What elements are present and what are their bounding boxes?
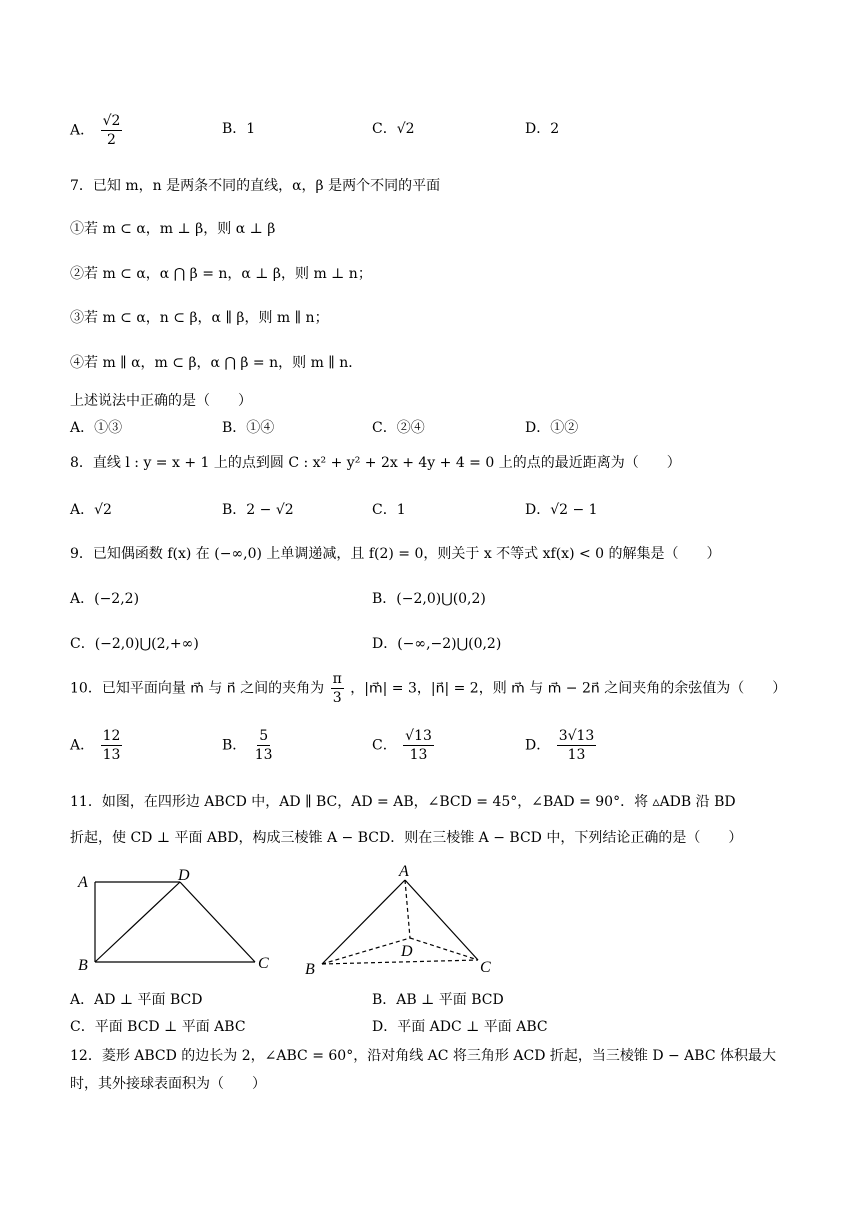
q10-option-a	[70, 727, 124, 764]
option-text: 1	[246, 121, 256, 137]
q11-option-d: D．平面 ADC ⊥ 平面 ABC	[372, 1019, 548, 1035]
q8-option-c: C．1	[372, 502, 406, 518]
denominator: 3	[332, 690, 342, 706]
q11-option-b: B．AB ⊥ 平面 BCD	[372, 992, 504, 1008]
edge-ad-hidden	[405, 880, 410, 938]
q11-option-c: C．平面 BCD ⊥ 平面 ABC	[70, 1019, 246, 1035]
q7-statement-2: ②若 m ⊂ α，α ⋂ β = n，α ⊥ β，则 m ⊥ n；	[70, 266, 372, 282]
q10-option-d	[525, 727, 598, 764]
q8-stem: 8．直线 l : y = x + 1 上的点到圆 C : x² + y² + 2x + 4y + 4 = 0 上的点的最近距离为（ ）	[70, 455, 681, 471]
q6-option-d	[525, 119, 559, 139]
q7-option-d: D．①②	[525, 420, 579, 436]
fraction	[403, 727, 434, 764]
denominator: 13	[567, 747, 586, 763]
q11-figure-quadrilateral	[70, 862, 280, 977]
q7-statement-4: ④若 m ∥ α，m ⊂ β，α ⋂ β = n，则 m ∥ n．	[70, 355, 363, 371]
vertex-label-a: A	[399, 863, 409, 880]
q8-option-b: B．2 − √2	[222, 502, 294, 518]
q10-option-b	[222, 727, 277, 764]
option-label: C．	[372, 121, 397, 137]
vertex-label-d: D	[178, 867, 190, 884]
denominator: 13	[102, 747, 121, 763]
q9-stem: 9．已知偶函数 f(x) 在 (−∞,0) 上单调递减，且 f(2) = 0，则关于 x 不等式 xf(x) < 0 的解集是（ ）	[70, 546, 721, 562]
fraction	[253, 727, 275, 764]
q9-option-c: C．(−2,0)⋃(2,+∞)	[70, 636, 199, 652]
vertex-label-d: D	[401, 943, 413, 960]
numerator: 5	[259, 728, 269, 744]
numerator: 3√13	[558, 728, 595, 744]
option-text: √2	[396, 121, 415, 137]
fraction	[101, 112, 123, 149]
q10-stem-part-b: ，|m⃗| = 3，|n⃗| = 2，则 m⃗ 与 m⃗ − 2n⃗ 之间夹角的余弦值为（ ）	[350, 680, 787, 697]
option-label: D．	[525, 737, 551, 754]
edge-bc-hidden	[322, 960, 478, 964]
numerator: √13	[405, 728, 432, 744]
q10-option-c	[372, 727, 436, 764]
q7-statement-1: ①若 m ⊂ α，m ⊥ β，则 α ⊥ β	[70, 221, 276, 237]
vertex-label-a: A	[78, 874, 88, 891]
q7-statement-3: ③若 m ⊂ α，n ⊂ β，α ∥ β，则 m ∥ n；	[70, 310, 329, 326]
edge-dc	[180, 882, 255, 962]
vertex-label-b: B	[305, 961, 315, 978]
q7-question: 上述说法中正确的是（ ）	[70, 393, 252, 409]
q9-option-b: B．(−2,0)⋃(0,2)	[372, 591, 486, 607]
q6-option-c	[372, 119, 415, 139]
option-label: A．	[70, 737, 95, 754]
option-label: D．	[525, 121, 551, 137]
option-label: B．	[222, 121, 247, 137]
edge-bd	[95, 882, 180, 962]
q8-option-a: A．√2	[70, 502, 112, 518]
q7-option-c: C．②④	[372, 420, 425, 436]
option-label: A．	[70, 122, 95, 139]
option-text: 2	[550, 121, 560, 137]
q9-option-d: D．(−∞,−2)⋃(0,2)	[372, 636, 502, 652]
q7-option-a: A．①③	[70, 420, 123, 436]
fraction	[331, 670, 344, 707]
numerator: π	[332, 671, 342, 687]
q6-option-b	[222, 119, 255, 139]
edge-ac	[405, 880, 478, 960]
option-label: B．	[222, 737, 247, 754]
q8-option-d: D．√2 − 1	[525, 502, 598, 518]
q12-line-2: 时，其外接球表面积为（ ）	[70, 1076, 266, 1092]
vertex-label-b: B	[78, 957, 88, 974]
q11-line-1: 11．如图，在四形边 ABCD 中，AD ∥ BC，AD = AB，∠BCD = 45°，∠BAD = 90°．将 ▵ADB 沿 BD	[70, 794, 736, 810]
q12-line-1: 12．菱形 ABCD 的边长为 2，∠ABC = 60°，沿对角线 AC 将三角形 ACD 折起，当三棱锥 D − ABC 体积最大	[70, 1048, 777, 1064]
q11-figure-tetrahedron	[300, 860, 510, 980]
q11-line-2: 折起，使 CD ⊥ 平面 ABD，构成三棱锥 A − BCD．则在三棱锥 A − BCD 中，下列结论正确的是（ ）	[70, 830, 743, 846]
vertex-label-c: C	[258, 955, 269, 972]
denominator: 13	[254, 747, 273, 763]
denominator: 2	[107, 132, 116, 148]
q11-option-a: A．AD ⊥ 平面 BCD	[70, 992, 203, 1008]
q6-option-a	[70, 112, 124, 149]
fraction	[101, 727, 123, 764]
vertex-label-c: C	[480, 959, 491, 976]
q10-stem	[70, 670, 786, 707]
fraction	[557, 727, 597, 764]
numerator: 12	[102, 728, 121, 744]
q7-stem: 7．已知 m，n 是两条不同的直线，α，β 是两个不同的平面	[70, 178, 441, 194]
option-label: C．	[372, 737, 397, 754]
q7-option-b: B．①④	[222, 420, 275, 436]
numerator: √2	[102, 113, 121, 129]
q10-stem-part-a: 10．已知平面向量 m⃗ 与 n⃗ 之间的夹角为	[70, 680, 325, 697]
q9-option-a: A．(−2,2)	[70, 591, 140, 607]
denominator: 13	[409, 747, 428, 763]
